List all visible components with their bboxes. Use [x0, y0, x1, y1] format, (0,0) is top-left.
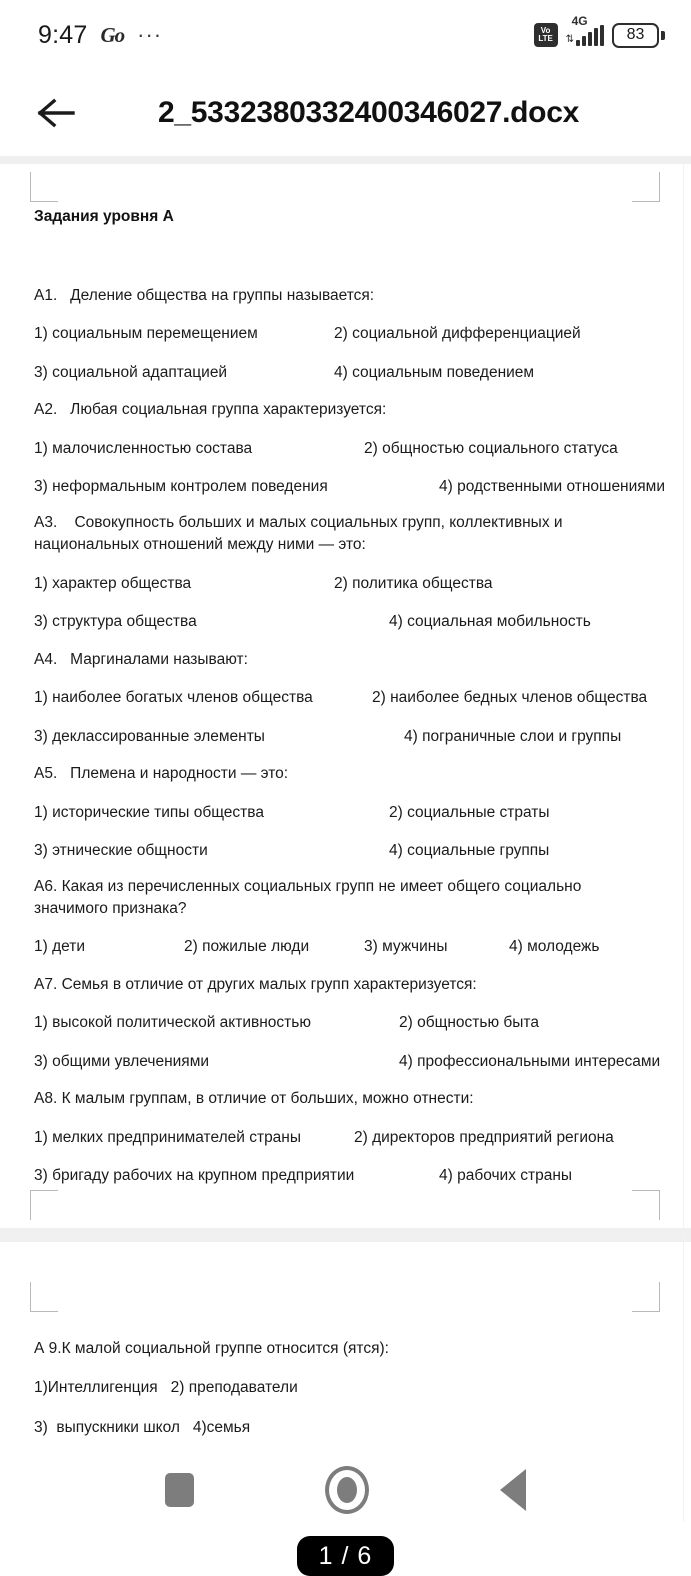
page-indicator-badge [297, 1536, 394, 1576]
home-button-icon[interactable] [325, 1466, 369, 1514]
option-label: 2) директоров предприятий региона [354, 1128, 614, 1146]
question-options-row [34, 362, 657, 384]
battery-icon [612, 23, 665, 48]
margin-mark-top-left [30, 172, 58, 202]
option-label: 1) характер общества [34, 574, 192, 592]
margin-mark-bottom-left [30, 1190, 58, 1220]
volte-icon [534, 23, 558, 47]
go-logo-icon: Go [100, 22, 125, 47]
option-label: 2) пожилые люди [184, 938, 310, 956]
option-label: 4) рабочих страны [439, 1167, 573, 1185]
option-label: 3) бригаду рабочих на крупном предприятии [34, 1167, 355, 1185]
question-prompt: A7. Семья в отличие от других малых групп характеризуется: [34, 975, 477, 993]
margin-mark-bottom-right [632, 1190, 660, 1220]
question-prompt: A1. Деление общества на группы называется: [34, 287, 375, 304]
option-label: 2) общностью быта [399, 1014, 539, 1032]
page-indicator-label: 1 / 6 [318, 1541, 373, 1570]
question-prompt: А 9.К малой социальной группе относится (ятся): [34, 1340, 389, 1357]
question-options-row [34, 476, 665, 498]
data-arrows-icon: ⇅ [565, 33, 574, 45]
question-options-row [34, 438, 657, 460]
margin-mark-top-right [632, 1282, 660, 1312]
volte-bottom-label: LTE [538, 34, 553, 43]
overflow-dots-icon: ··· [137, 22, 163, 47]
option-label: 4) пограничные слои и группы [404, 727, 622, 745]
recents-button-icon[interactable] [165, 1473, 194, 1507]
option-label: 1) дети [34, 938, 85, 956]
clock: 9:47 [38, 20, 88, 49]
question-prompt: A2. Любая социальная группа характеризуется: [34, 401, 387, 419]
question-options-row [34, 1012, 657, 1034]
app-bar [0, 70, 691, 156]
document-viewer[interactable] [0, 164, 691, 1570]
question-options-row [34, 1127, 657, 1149]
status-bar-right [534, 13, 665, 48]
option-label: 4) социальные группы [389, 842, 550, 860]
document-page-1 [0, 164, 691, 1228]
question-options-row [34, 687, 657, 709]
option-label: 1) мелких предпринимателей страны [34, 1128, 302, 1146]
option-label: 4) профессиональными интересами [399, 1052, 661, 1070]
option-label: 1) социальным перемещением [34, 325, 258, 343]
option-label: 2) общностью социального статуса [364, 439, 618, 457]
option-label: 3) мужчины [364, 938, 448, 956]
question-options-row [34, 573, 657, 595]
question-prompt: A5. Племена и народности — это: [34, 765, 289, 783]
option-label: 2) социальной дифференциацией [334, 325, 581, 343]
network-type-label: 4G [571, 13, 588, 28]
question-options-row [34, 936, 657, 958]
back-arrow-icon [37, 97, 77, 129]
app-bar-divider [0, 156, 691, 164]
page-separator [0, 1228, 691, 1242]
option-label: 3) структура общества [34, 613, 197, 631]
option-label: 3) общими увлечениями [34, 1052, 210, 1070]
option-label: 4) родственными отношениями [439, 478, 665, 496]
question-prompt: A8. К малым группам, в отличие от больших, можно отнести: [34, 1090, 474, 1108]
option-label: 4) социальная мобильность [389, 613, 591, 631]
question-options-row: 1)Интеллигенция 2) преподаватели [34, 1379, 298, 1397]
heading-spacer [34, 226, 657, 270]
status-bar-left [38, 21, 162, 50]
option-label: 3) социальной адаптацией [34, 363, 228, 381]
option-label: 1) наиболее богатых членов общества [34, 689, 313, 707]
question-options-row [34, 840, 657, 862]
option-label: 2) политика общества [334, 574, 493, 592]
option-label: 4) социальным поведением [334, 363, 535, 381]
question-options-row [34, 1051, 661, 1073]
battery-tip [661, 31, 665, 40]
system-navigation-bar [0, 1444, 691, 1536]
option-label: 1) малочисленностью состава [34, 439, 253, 457]
section-heading: Задания уровня А [34, 208, 174, 225]
scroll-track[interactable] [683, 164, 684, 1522]
back-button[interactable] [34, 90, 80, 136]
question-options-row [34, 1165, 657, 1187]
option-label: 2) социальные страты [389, 803, 550, 821]
question-prompt: A6. Какая из перечисленных социальных групп не имеет общего социально значимого признака? [34, 877, 582, 917]
signal-bars-icon [576, 25, 604, 46]
back-button-icon[interactable] [500, 1469, 526, 1511]
question-options-row [34, 802, 657, 824]
margin-mark-top-left [30, 1282, 58, 1312]
status-bar [0, 0, 691, 70]
question-options-row: 3) выпускники школ 4)семья [34, 1418, 251, 1436]
signal-icon [565, 13, 604, 46]
margin-mark-top-right [632, 172, 660, 202]
question-options-row [34, 611, 657, 633]
question-options-row [34, 726, 657, 748]
question-prompt: A3. Совокупность больших и малых социальных групп, коллективных и национальных отношений между ними — это: [34, 513, 563, 554]
option-label: 4) молодежь [509, 938, 600, 956]
document-title: 2_5332380332400346027.docx [158, 96, 579, 129]
battery-percent-label: 83 [626, 26, 645, 43]
option-label: 2) наиболее бедных членов общества [372, 689, 648, 707]
question-prompt: A4. Маргиналами называют: [34, 650, 248, 668]
volte-top-label: Vo [540, 26, 551, 35]
option-label: 1) исторические типы общества [34, 803, 264, 821]
page-1-body [30, 164, 665, 1188]
option-label: 3) неформальным контролем поведения [34, 478, 328, 496]
battery-body [612, 23, 659, 48]
option-label: 3) этнические общности [34, 842, 208, 860]
option-label: 1) высокой политической активностью [34, 1014, 311, 1032]
question-options-row [34, 323, 657, 345]
option-label: 3) деклассированные элементы [34, 727, 265, 745]
